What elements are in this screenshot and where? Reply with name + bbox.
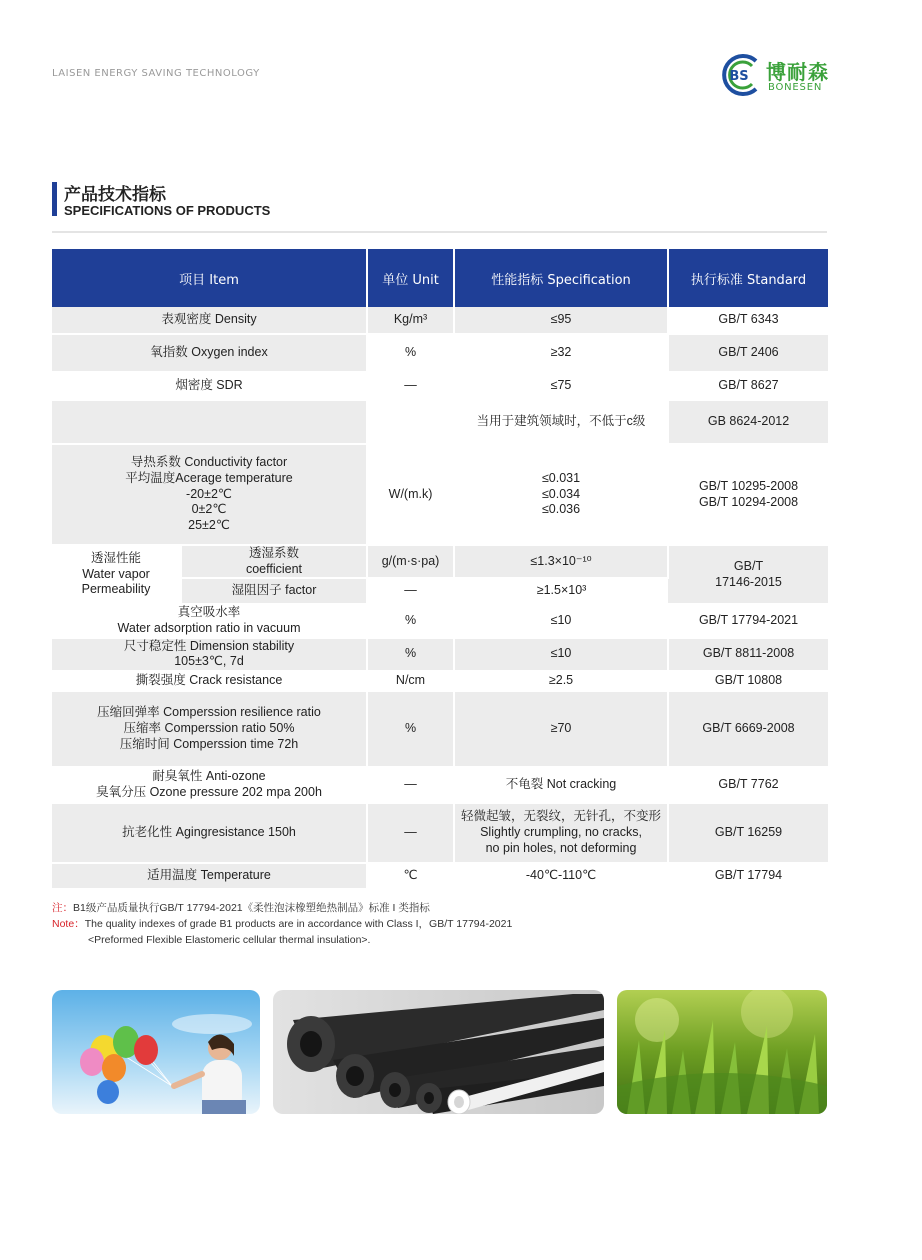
aging-spec-line: 轻微起皱，无裂纹，无针孔，不变形	[461, 809, 662, 824]
table-row	[52, 334, 828, 372]
note-en-label: Note：	[52, 918, 85, 930]
vapor-coef-line: 透湿系数	[249, 546, 300, 560]
table-row	[52, 803, 828, 863]
table-row	[52, 545, 828, 578]
conductivity-line: -20±2℃	[186, 486, 232, 501]
density-spec: ≤95	[454, 307, 668, 334]
ozone-std: GB/T 7762	[668, 767, 828, 803]
aging-spec-line: no pin holes, not deforming	[485, 840, 637, 855]
conductivity-std-line: GB/T 10294-2008	[698, 494, 799, 509]
note-en-text-2: <Preformed Flexible Elastomeric cellular thermal insulation>.	[88, 934, 371, 946]
compression-line: 压缩时间 Comperssion time 72h	[119, 736, 299, 751]
dimension-spec: ≤10	[454, 638, 668, 671]
fire-unit	[367, 400, 454, 444]
vapor-coef-label	[181, 545, 367, 578]
sdr-std: GB/T 8627	[668, 372, 828, 400]
vapor-coef-unit: g/(m·s·pa)	[367, 545, 454, 578]
table-row	[52, 671, 828, 691]
vapor-group-line: Permeability	[81, 582, 151, 597]
balloons-photo	[52, 990, 260, 1114]
vapor-group	[52, 545, 181, 604]
table-row	[52, 444, 828, 545]
specifications-table	[52, 249, 828, 890]
dimension-item	[52, 638, 367, 671]
temperature-std: GB/T 17794	[668, 863, 828, 889]
oxygen-std: GB/T 2406	[668, 334, 828, 372]
header-tagline: LAISEN ENERGY SAVING TECHNOLOGY	[52, 68, 260, 79]
dimension-line: 105±3℃, 7d	[174, 654, 244, 669]
vapor-factor-label: 湿阻因子 factor	[181, 578, 367, 604]
compression-std: GB/T 6669-2008	[668, 691, 828, 767]
fire-item	[52, 400, 367, 444]
conductivity-spec-line: ≤0.034	[541, 486, 581, 501]
conductivity-line: 平均温度Acerage temperature	[125, 471, 293, 486]
table-row	[52, 767, 828, 803]
sdr-spec: ≤75	[454, 372, 668, 400]
conductivity-item	[52, 444, 367, 545]
aging-spec-line: Slightly crumpling, no cracks,	[480, 824, 642, 839]
crack-std: GB/T 10808	[668, 671, 828, 691]
table-row	[52, 691, 828, 767]
ozone-unit: —	[367, 767, 454, 803]
vapor-std	[668, 545, 828, 604]
footnote	[52, 900, 512, 948]
grass-illustration	[617, 990, 827, 1114]
oxygen-unit: %	[367, 334, 454, 372]
note-cn-row	[52, 900, 512, 916]
oxygen-item: 氧指数 Oxygen index	[52, 334, 367, 372]
vacuum-std: GB/T 17794-2021	[668, 604, 828, 637]
note-cn-label: 注：	[52, 902, 73, 914]
dimension-line: 尺寸稳定性 Dimension stability	[123, 638, 295, 653]
conductivity-spec-line: ≤0.036	[541, 502, 581, 517]
vapor-coef-line: coefficient	[245, 561, 303, 576]
section-accent-bar	[52, 182, 57, 216]
balloons-illustration	[52, 990, 260, 1114]
ozone-spec: 不龟裂 Not cracking	[454, 767, 668, 803]
header-standard: 执行标准 Standard	[668, 249, 828, 307]
fire-std: GB 8624-2012	[668, 400, 828, 444]
logo-mark-icon	[716, 52, 766, 98]
sdr-unit: —	[367, 372, 454, 400]
note-en-text: The quality indexes of grade B1 products are in accordance with Class I，GB/T 17794-2021	[84, 918, 513, 930]
vacuum-unit: %	[367, 604, 454, 637]
table-row	[52, 638, 828, 671]
conductivity-spec	[454, 444, 668, 545]
table-header-row	[52, 249, 828, 307]
density-std: GB/T 6343	[668, 307, 828, 334]
vapor-coef-spec: ≤1.3×10⁻¹⁰	[454, 545, 668, 578]
aging-std: GB/T 16259	[668, 803, 828, 863]
ozone-line: 耐臭氧性 Anti-ozone	[152, 769, 266, 784]
logo-mark-text: BS	[729, 69, 749, 84]
vapor-factor-spec: ≥1.5×10³	[454, 578, 668, 604]
conductivity-std-line: GB/T 10295-2008	[698, 478, 799, 493]
compression-line: 压缩率 Comperssion ratio 50%	[123, 720, 295, 735]
oxygen-spec: ≥32	[454, 334, 668, 372]
table-row	[52, 372, 828, 400]
vacuum-line: Water adsorption ratio in vacuum	[117, 620, 301, 635]
temperature-unit: ℃	[367, 863, 454, 889]
aging-spec	[454, 803, 668, 863]
header-spec: 性能指标 Specification	[454, 249, 668, 307]
compression-spec: ≥70	[454, 691, 668, 767]
bonesen-logo	[716, 52, 836, 98]
insulation-tubes-photo	[273, 990, 604, 1114]
vacuum-line: 真空吸水率	[177, 605, 241, 620]
vapor-std-line: GB/T	[733, 559, 764, 573]
vapor-group-line: 透湿性能	[90, 551, 141, 566]
crack-item: 撕裂强度 Crack resistance	[52, 671, 367, 691]
vapor-group-line: Water vapor	[82, 566, 150, 581]
grass-photo	[617, 990, 827, 1114]
fire-spec: 当用于建筑领域时，不低于c级	[454, 400, 668, 444]
compression-line: 压缩回弹率 Comperssion resilience ratio	[97, 705, 321, 720]
temperature-spec: -40℃-110℃	[454, 863, 668, 889]
note-en-row	[52, 916, 512, 932]
conductivity-line: 导热系数 Conductivity factor	[130, 455, 288, 470]
density-item: 表观密度 Density	[52, 307, 367, 334]
crack-spec: ≥2.5	[454, 671, 668, 691]
logo-en: BONESEN	[768, 82, 823, 93]
conductivity-line: 0±2℃	[191, 502, 227, 517]
crack-unit: N/cm	[367, 671, 454, 691]
table-row	[52, 863, 828, 889]
logo-cn: 博耐森	[766, 60, 829, 84]
conductivity-line: 25±2℃	[188, 517, 230, 532]
table-row	[52, 400, 828, 444]
conductivity-std	[668, 444, 828, 545]
temperature-item: 适用温度 Temperature	[52, 863, 367, 889]
vapor-factor-unit: —	[367, 578, 454, 604]
aging-unit: —	[367, 803, 454, 863]
vacuum-item	[52, 604, 367, 637]
table-row	[52, 307, 828, 334]
insulation-tubes-illustration	[273, 990, 604, 1114]
section-title-en: SPECIFICATIONS OF PRODUCTS	[64, 203, 271, 218]
compression-item	[52, 691, 367, 767]
ozone-item	[52, 767, 367, 803]
section-title-cn: 产品技术指标	[64, 185, 166, 205]
section-divider	[52, 231, 827, 233]
dimension-std: GB/T 8811-2008	[668, 638, 828, 671]
header-unit: 单位 Unit	[367, 249, 454, 307]
header-item: 项目 Item	[52, 249, 367, 307]
conductivity-unit: W/(m.k)	[367, 444, 454, 545]
vacuum-spec: ≤10	[454, 604, 668, 637]
table-row	[52, 604, 828, 637]
aging-item: 抗老化性 Agingresistance 150h	[52, 803, 367, 863]
conductivity-spec-line: ≤0.031	[541, 471, 581, 486]
compression-unit: %	[367, 691, 454, 767]
sdr-item: 烟密度 SDR	[52, 372, 367, 400]
note-cn-text: B1级产品质量执行GB/T 17794-2021《柔性泡沫橡塑绝热制品》标准 I 类指标	[73, 902, 430, 914]
ozone-line: 臭氧分压 Ozone pressure 202 mpa 200h	[96, 784, 322, 799]
vapor-std-line: 17146-2015	[715, 574, 782, 589]
density-unit: Kg/m³	[367, 307, 454, 334]
dimension-unit: %	[367, 638, 454, 671]
